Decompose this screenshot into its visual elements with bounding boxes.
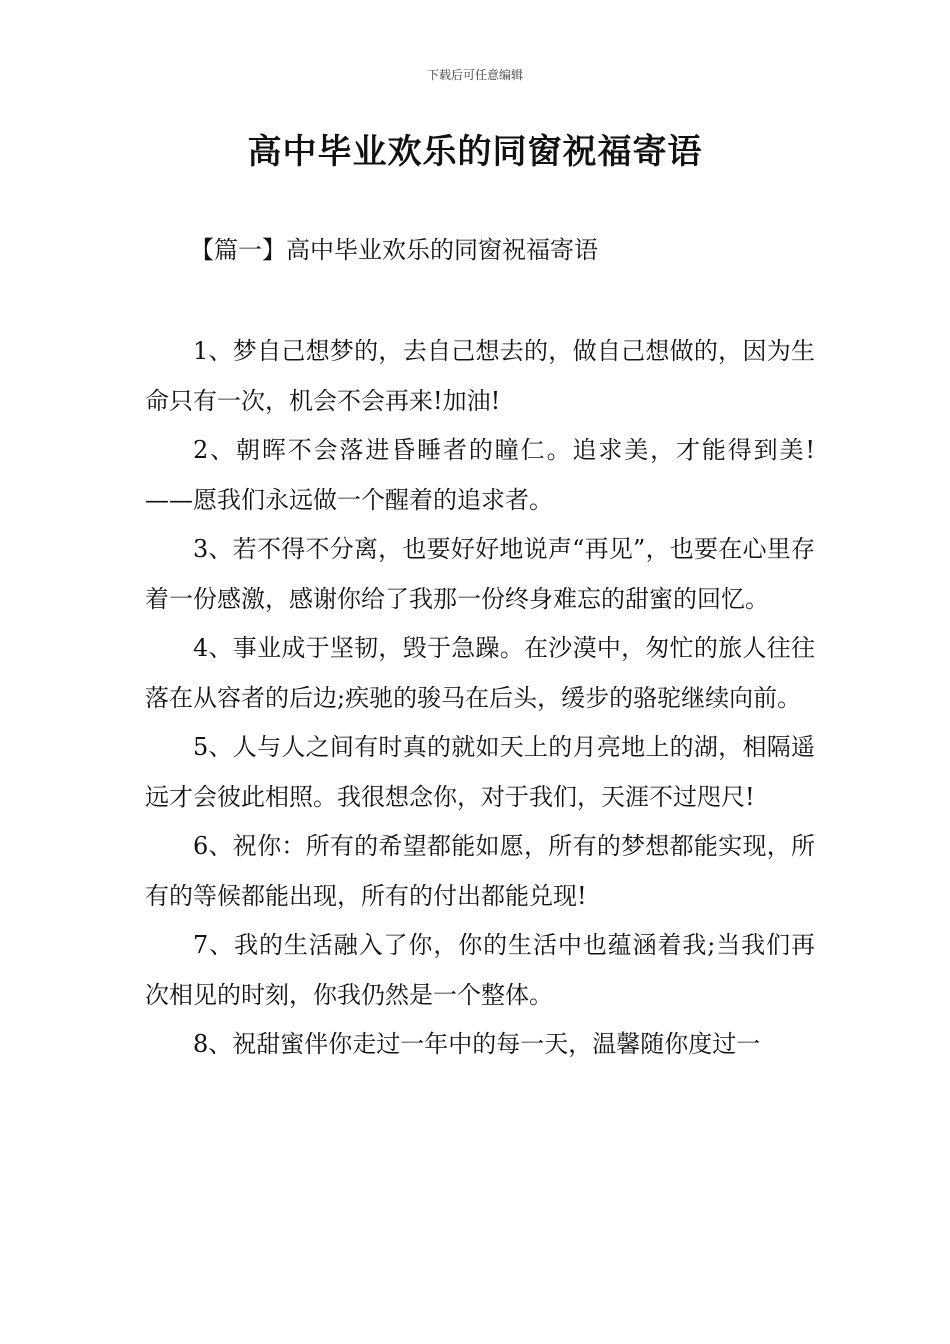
paragraph-6: 6、祝你：所有的希望都能如愿，所有的梦想都能实现，所有的等候都能出现，所有的付出都能兑现! xyxy=(145,832,815,910)
paragraph-4: 4、事业成于坚韧，毁于急躁。在沙漠中，匆忙的旅人往往落在从容者的后边;疾驰的骏马在后头，缓步的骆驼继续向前。 xyxy=(145,634,815,712)
header-note: 下载后可任意编辑 xyxy=(426,68,523,82)
paragraph-7: 7、我的生活融入了你，你的生活中也蕴涵着我;当我们再次相见的时刻，你我仍然是一个整体。 xyxy=(145,931,815,1009)
body-text xyxy=(145,327,815,1070)
paragraph-2: 2、朝晖不会落进昏睡者的瞳仁。追求美，才能得到美!——愿我们永远做一个醒着的追求者。 xyxy=(145,436,815,514)
document-title: 高中毕业欢乐的同窗祝福寄语 xyxy=(247,132,703,172)
paragraph-8: 8、祝甜蜜伴你走过一年中的每一天，温馨随你度过一 xyxy=(193,1030,761,1058)
paragraph-5: 5、人与人之间有时真的就如天上的月亮地上的湖，相隔遥远才会彼此相照。我很想念你，对于我们，天涯不过咫尺! xyxy=(145,733,815,811)
section-heading: 【篇一】高中毕业欢乐的同窗祝福寄语 xyxy=(190,236,598,264)
paragraph-3: 3、若不得不分离，也要好好地说声“再见”，也要在心里存着一份感激，感谢你给了我那一份终身难忘的甜蜜的回忆。 xyxy=(145,535,815,613)
paragraph-1: 1、梦自己想梦的，去自己想去的，做自己想做的，因为生命只有一次，机会不会再来!加油! xyxy=(145,337,815,415)
